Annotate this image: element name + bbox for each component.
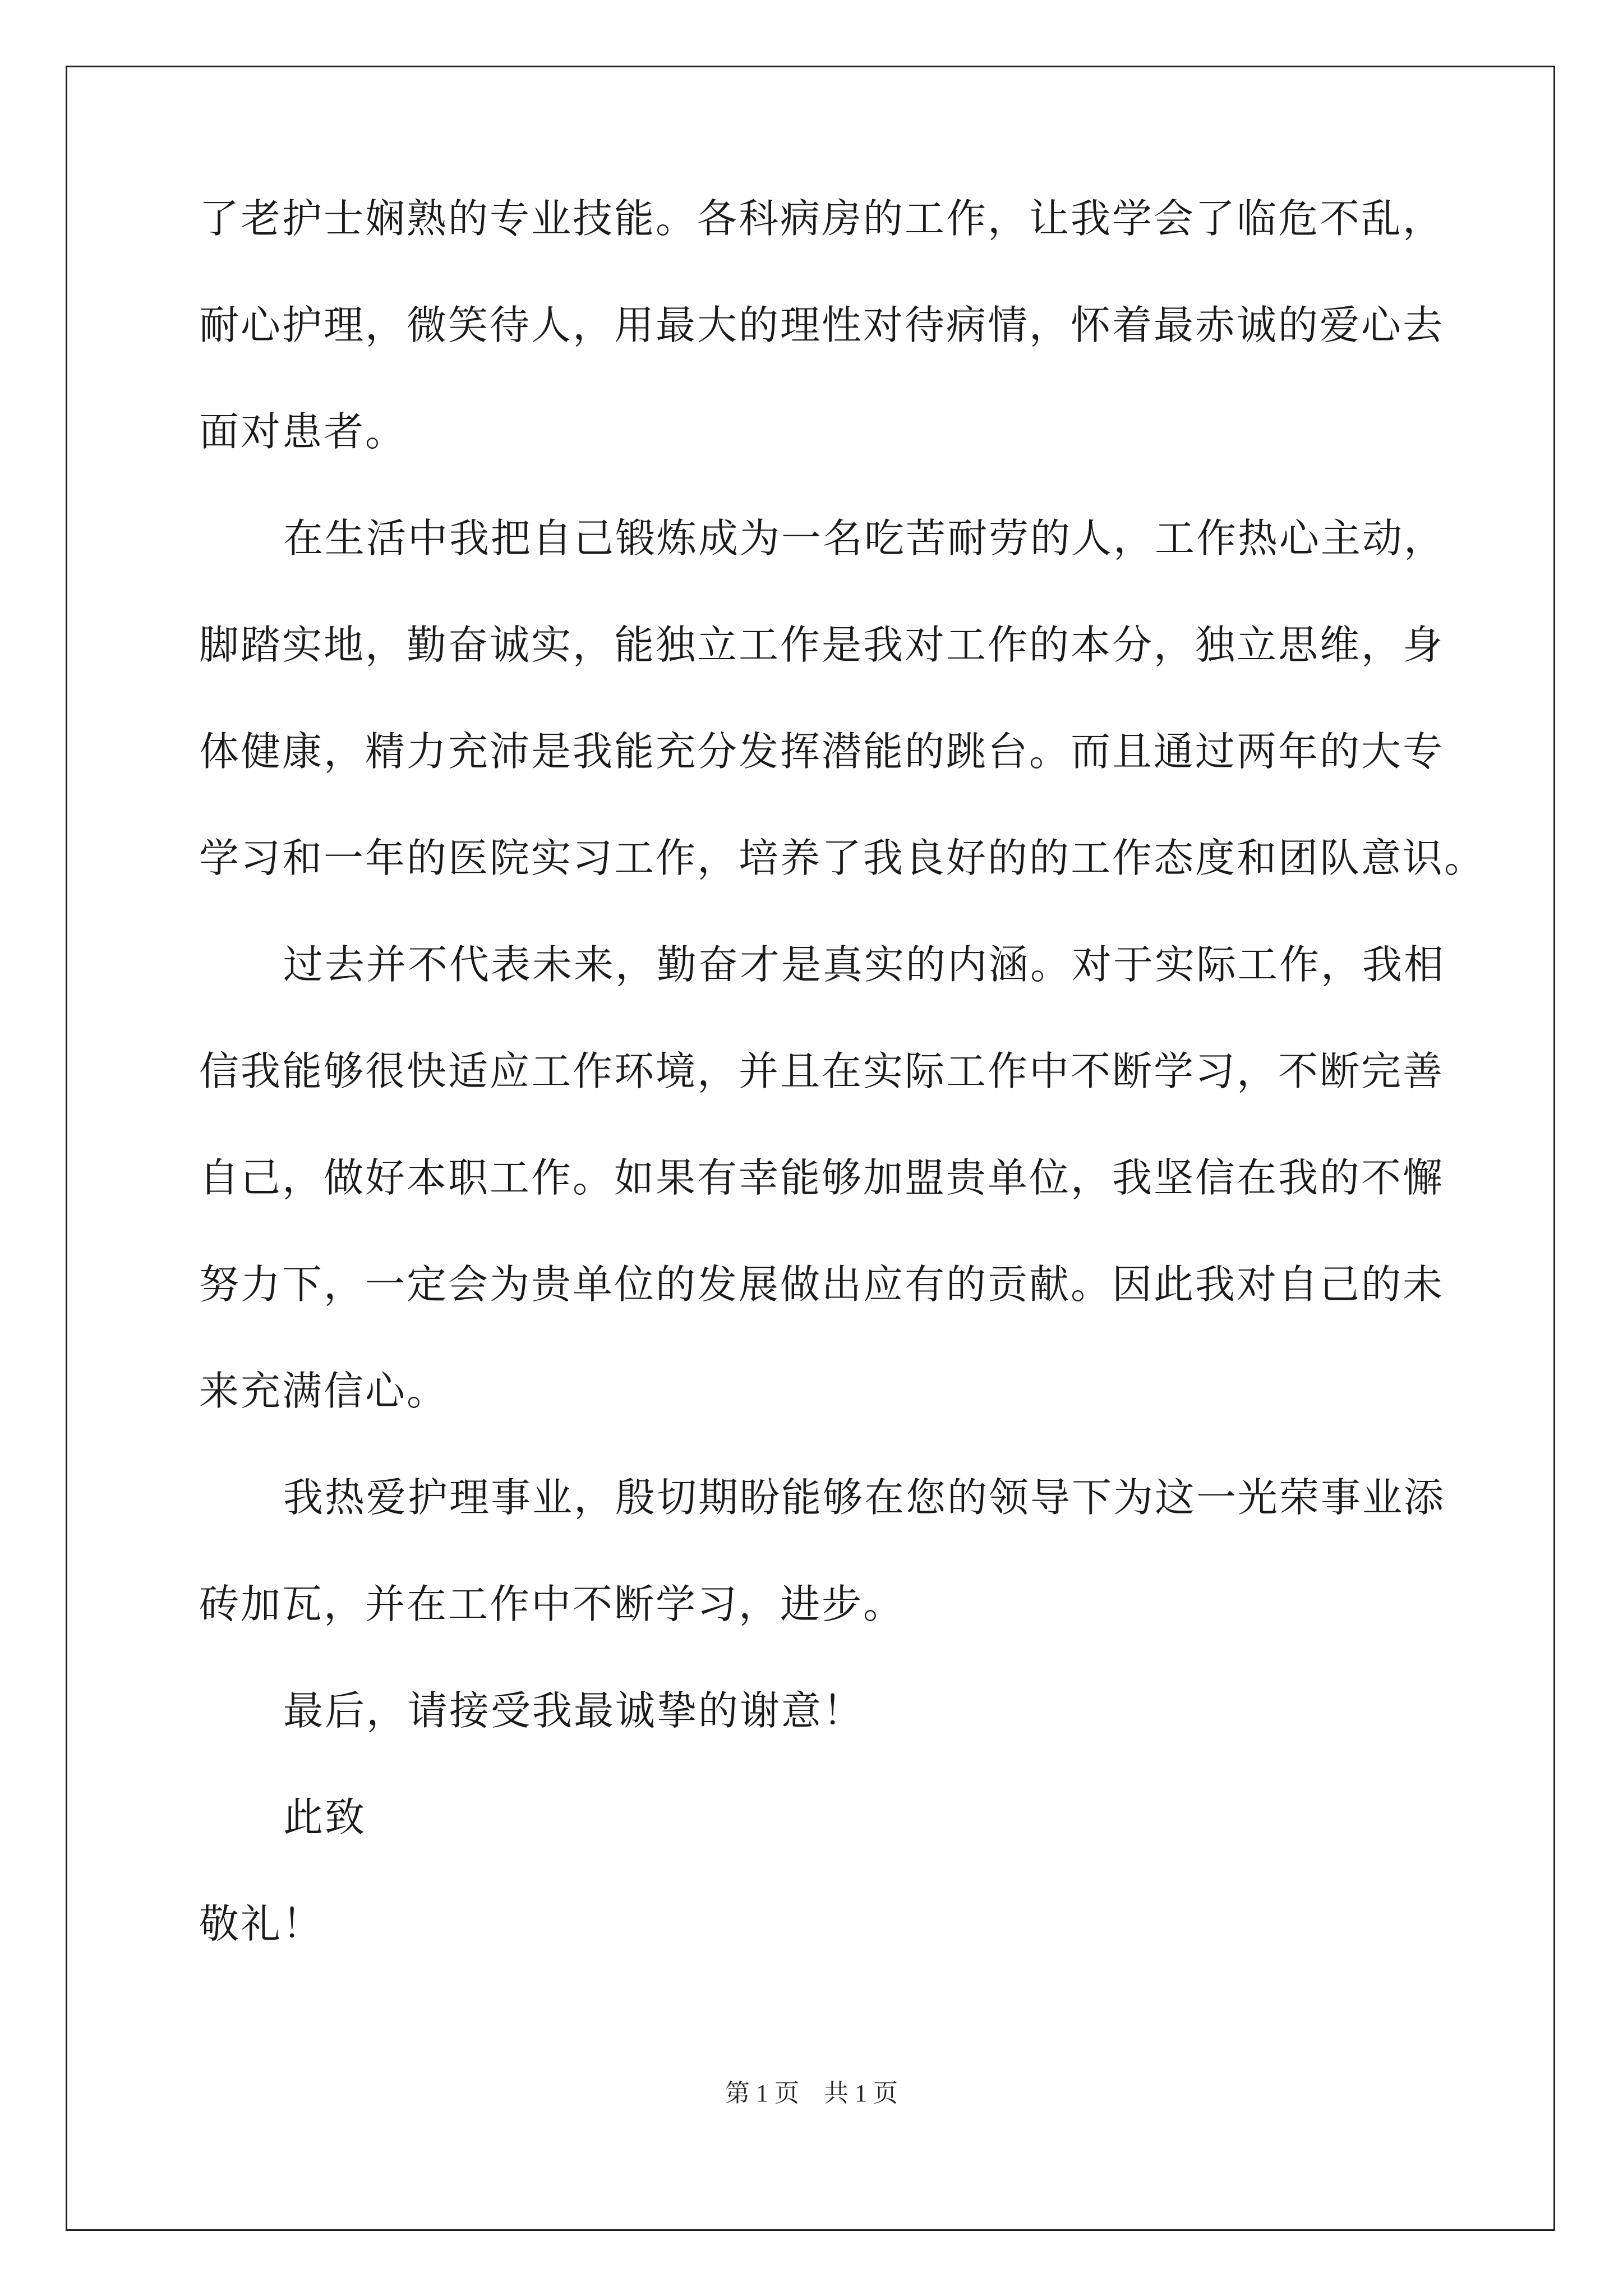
text-line: 体健康，精力充沛是我能充分发挥潜能的跳台。而且通过两年的大专 <box>199 728 1445 775</box>
closing-salutation: 此致 <box>283 1794 367 1841</box>
text-line: 了老护士娴熟的专业技能。各科病房的工作，让我学会了临危不乱， <box>199 195 1445 242</box>
paragraph-start-line: 在生活中我把自己锻炼成为一名吃苦耐劳的人，工作热心主动， <box>283 515 1446 562</box>
text-line: 脚踏实地，勤奋诚实，能独立工作是我对工作的本分，独立思维，身 <box>199 622 1445 668</box>
closing-thanks-line: 最后，请接受我最诚挚的谢意！ <box>283 1687 865 1734</box>
text-line: 面对患者。 <box>199 408 407 455</box>
paragraph-start-line: 我热爱护理事业，殷切期盼能够在您的领导下为这一光荣事业添 <box>283 1474 1446 1521</box>
text-line: 信我能够很快适应工作环境，并且在实际工作中不断学习，不断完善 <box>199 1048 1445 1094</box>
text-line: 来充满信心。 <box>199 1368 449 1414</box>
paragraph-start-line: 过去并不代表未来，勤奋才是真实的内涵。对于实际工作，我相 <box>283 941 1446 988</box>
text-line: 努力下，一定会为贵单位的发展做出应有的贡献。因此我对自己的未 <box>199 1261 1445 1308</box>
text-line: 学习和一年的医院实习工作，培养了我良好的的工作态度和团队意识。 <box>199 835 1486 881</box>
text-line: 耐心护理，微笑待人，用最大的理性对待病情，怀着最赤诚的爱心去 <box>199 302 1445 348</box>
page-number-footer: 第 1 页 共 1 页 <box>725 2079 898 2107</box>
text-line: 砖加瓦，并在工作中不断学习，进步。 <box>199 1581 905 1627</box>
closing-regards: 敬礼！ <box>199 1901 324 1947</box>
text-line: 自己，做好本职工作。如果有幸能够加盟贵单位，我坚信在我的不懈 <box>199 1154 1445 1201</box>
